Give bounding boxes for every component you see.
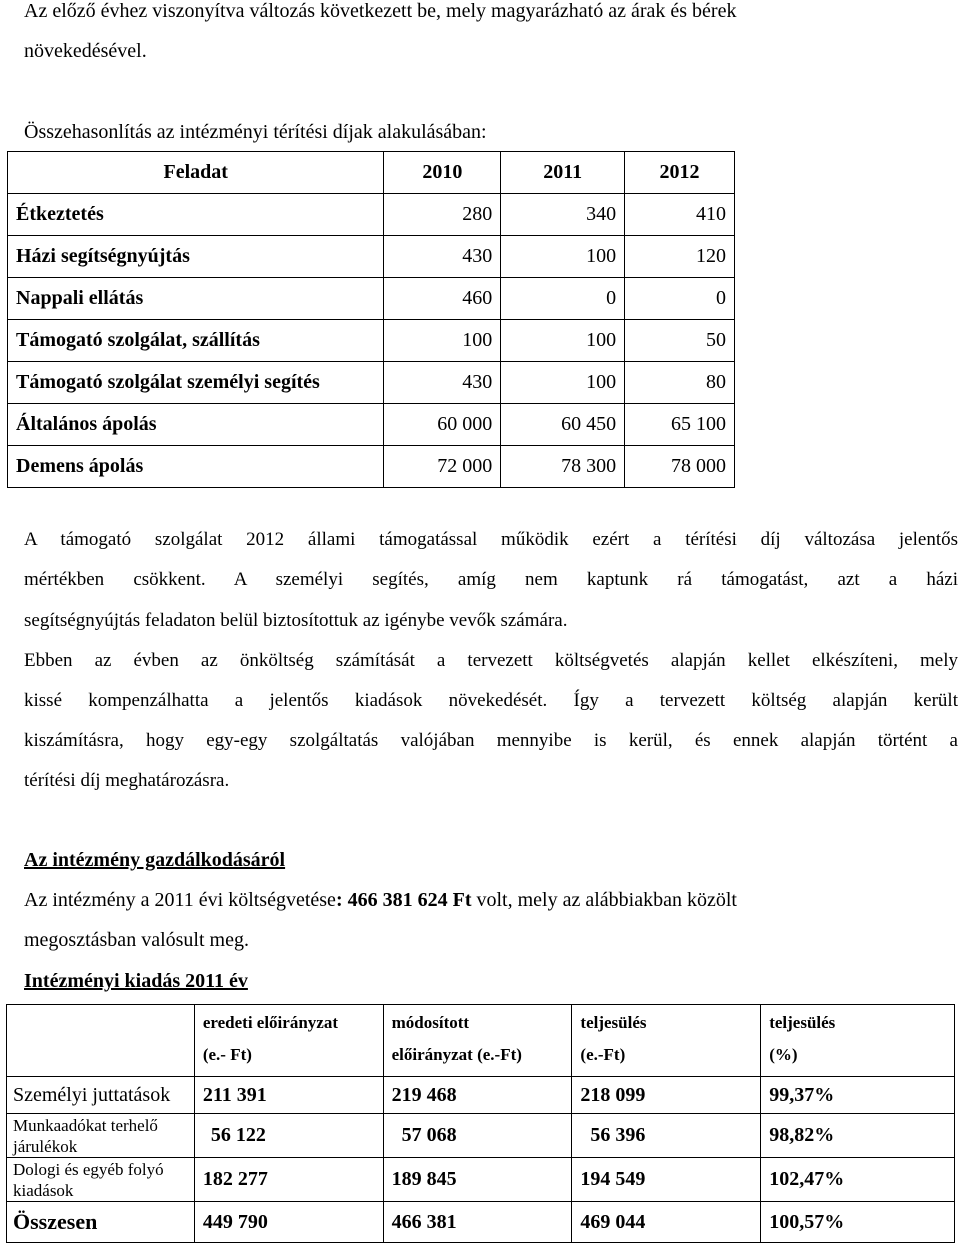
expense-header-cell [383, 1005, 572, 1077]
para1-line-2: mértékben csökkent. A személyi segítés, amíg nem kaptunk rá támogatást, azt a házi [24, 569, 958, 590]
expense-header-row [7, 1005, 955, 1077]
fee-row-label: Támogató szolgálat személyi segítés [8, 362, 384, 404]
expense-cell: 211 391 [194, 1077, 383, 1114]
budget-heading: Az intézmény gazdálkodásáról [24, 849, 286, 871]
header-line: (e.- Ft) [202, 1045, 252, 1064]
expense-cell: 219 468 [383, 1077, 572, 1114]
expense-row-label: Dologi és egyéb folyó kiadások [7, 1158, 195, 1202]
para1-line-1: A támogató szolgálat 2012 állami támogatással működik ezért a térítési díj változása jelentős [24, 529, 958, 550]
expense-cell: 449 790 [194, 1202, 383, 1243]
expense-row-label: Munkaadókat terhelő járulékok [7, 1114, 195, 1158]
header-line: (e.-Ft) [580, 1045, 626, 1064]
expense-table [6, 1004, 955, 1243]
budget-text-c: volt, mely az alábbiakban közölt [471, 889, 737, 911]
para1-line-3: segítségnyújtás feladaton belül biztosítottuk az igénybe vevők számára. [24, 610, 568, 631]
fee-header-2010: 2010 [384, 152, 501, 194]
expense-header-cell [572, 1005, 761, 1077]
header-line: módosított [391, 1013, 470, 1032]
fee-cell: 80 [625, 362, 735, 404]
fee-header-2011: 2011 [501, 152, 625, 194]
budget-line-2: megosztásban valósult meg. [24, 929, 249, 951]
fee-cell: 72 000 [384, 446, 501, 488]
fee-row-label: Demens ápolás [8, 446, 384, 488]
expense-cell: 56 396 [572, 1114, 761, 1158]
expense-cell: 182 277 [194, 1158, 383, 1202]
expense-cell: 100,57% [761, 1202, 955, 1243]
expense-header-cell [194, 1005, 383, 1077]
para2-line-1: Ebben az évben az önköltség számítását a tervezett költségvetés alapján kellet elkészíteni, mely [24, 650, 958, 671]
budget-line-1 [24, 889, 737, 912]
expense-header-cell [761, 1005, 955, 1077]
fee-section-title: Összehasonlítás az intézményi térítési díjak alakulásában: [24, 121, 487, 143]
expense-cell: 469 044 [572, 1202, 761, 1243]
fee-row-label: Nappali ellátás [8, 278, 384, 320]
expense-cell: 98,82% [761, 1114, 955, 1158]
expense-cell: 57 068 [383, 1114, 572, 1158]
para2-line-3: kiszámításra, hogy egy-egy szolgáltatás valójában mennyibe is kerül, és ennek alapján történt a [24, 730, 958, 751]
table-row [8, 278, 735, 320]
header-line: teljesülés [769, 1013, 836, 1032]
para2-line-4: térítési díj meghatározásra. [24, 770, 230, 791]
fee-cell: 340 [501, 194, 625, 236]
table-row [8, 446, 735, 488]
expense-title: Intézményi kiadás 2011 év [24, 970, 248, 992]
fee-cell: 120 [625, 236, 735, 278]
fee-cell: 460 [384, 278, 501, 320]
expense-cell: 99,37% [761, 1077, 955, 1114]
fee-cell: 60 450 [501, 404, 625, 446]
budget-total: : 466 381 624 Ft [335, 889, 472, 911]
expense-header-empty [7, 1005, 195, 1077]
fee-row-label: Általános ápolás [8, 404, 384, 446]
fee-cell: 0 [625, 278, 735, 320]
fee-cell: 50 [625, 320, 735, 362]
table-row [7, 1077, 955, 1114]
budget-text-a: Az intézmény a 2011 évi költségvetése [24, 889, 336, 911]
table-row [8, 404, 735, 446]
fee-row-label: Házi segítségnyújtás [8, 236, 384, 278]
fee-cell: 430 [384, 236, 501, 278]
expense-cell: 466 381 [383, 1202, 572, 1243]
fee-table-header-row [8, 152, 735, 194]
fee-row-label: Támogató szolgálat, szállítás [8, 320, 384, 362]
header-line: előirányzat (e.-Ft) [391, 1045, 522, 1064]
intro-line-1: Az előző évhez viszonyítva változás következett be, mely magyarázható az árak és bérek [24, 0, 737, 22]
expense-cell: 56 122 [194, 1114, 383, 1158]
table-row [8, 194, 735, 236]
table-row [8, 362, 735, 404]
fee-cell: 100 [501, 236, 625, 278]
fee-header-2012: 2012 [625, 152, 735, 194]
fee-cell: 100 [501, 320, 625, 362]
header-line: (%) [769, 1045, 798, 1064]
fee-row-label: Étkeztetés [8, 194, 384, 236]
expense-cell: 189 845 [383, 1158, 572, 1202]
fee-cell: 78 300 [501, 446, 625, 488]
table-row [7, 1114, 955, 1158]
table-row [7, 1158, 955, 1202]
expense-cell: 218 099 [572, 1077, 761, 1114]
intro-line-2: növekedésével. [24, 40, 147, 62]
fee-cell: 78 000 [625, 446, 735, 488]
para2-line-2: kissé kompenzálhatta a jelentős kiadások növekedését. Így a tervezett költség alapján került [24, 690, 958, 711]
fee-comparison-table [7, 151, 735, 488]
fee-cell: 430 [384, 362, 501, 404]
expense-row-label: Személyi juttatások [7, 1077, 195, 1114]
header-line: eredeti előirányzat [202, 1013, 338, 1032]
fee-cell: 65 100 [625, 404, 735, 446]
expense-cell: 194 549 [572, 1158, 761, 1202]
fee-header-feladat: Feladat [8, 152, 384, 194]
expense-total-label: Összesen [7, 1202, 195, 1243]
table-row [8, 236, 735, 278]
table-row [7, 1202, 955, 1243]
expense-cell: 102,47% [761, 1158, 955, 1202]
header-line: teljesülés [580, 1013, 647, 1032]
fee-cell: 0 [501, 278, 625, 320]
fee-cell: 100 [501, 362, 625, 404]
table-row [8, 320, 735, 362]
fee-cell: 280 [384, 194, 501, 236]
fee-cell: 410 [625, 194, 735, 236]
fee-cell: 100 [384, 320, 501, 362]
fee-cell: 60 000 [384, 404, 501, 446]
